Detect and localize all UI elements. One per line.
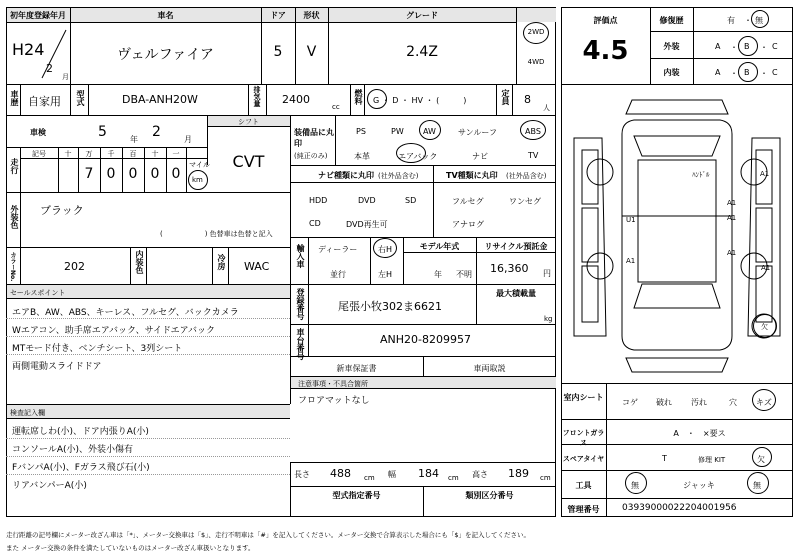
navi-hdd: HDD <box>309 196 328 205</box>
equip-navi: ナビ <box>472 152 488 161</box>
manual-doc: 車両取説 <box>473 364 506 373</box>
registration-month: 2 <box>46 62 53 75</box>
exterior-dot: ・ <box>760 43 768 52</box>
navi-label: ナビ種類に丸印 <box>318 171 374 180</box>
recycle-value: 16,360 <box>490 262 529 275</box>
registration-label: 登録番号 <box>296 288 305 320</box>
class-no-label: 類別区分番号 <box>465 491 514 500</box>
score-value: 4.5 <box>582 36 629 66</box>
damage-mark: A1 <box>727 214 737 222</box>
spare-tire-label: スペアタイヤ <box>562 455 605 463</box>
car-name-label: 車名 <box>157 11 174 20</box>
exterior-dot: ・ <box>730 43 738 52</box>
repair-dot: ・ <box>744 16 752 25</box>
tv-fullseg: フルセグ <box>452 197 484 206</box>
sales-point-line: エアB、AW、ABS、キーレス、フルセグ、バックカメラ <box>12 308 239 318</box>
door-label: ドア <box>270 11 286 20</box>
recycle-label: リサイクル預託金 <box>484 242 548 251</box>
color-no-label: カラーNo. <box>9 252 16 282</box>
equip-leather: 本革 <box>354 152 370 161</box>
width-unit: cm <box>448 474 459 482</box>
inspector-line: コンソールA(小)、外装小傷有 <box>12 445 133 455</box>
inspector-line: リアバンパーA(小) <box>12 481 87 491</box>
model-year-label: モデル年式 <box>419 242 460 251</box>
damage-mark: A1 <box>761 264 771 272</box>
mileage-digit: 0 <box>150 166 160 182</box>
mileage-header-10k: 万 <box>85 150 93 158</box>
interior-dot: ・ <box>730 69 738 78</box>
control-label: 管理番号 <box>567 505 600 514</box>
footer-note-2: また メーター交換の条件を満たしていないものはメーター改ざん車扱いとなります。 <box>6 544 255 552</box>
model-value: DBA-ANH20W <box>122 93 198 106</box>
tools-label: 工具 <box>575 481 592 490</box>
equip-tv: TV <box>528 151 539 160</box>
import-right: 右H <box>378 245 393 254</box>
category-label: 車歴 <box>10 90 19 106</box>
damage-mark: A1 <box>727 249 737 257</box>
length-value: 488 <box>330 467 351 480</box>
inspection-label: 車検 <box>30 128 46 137</box>
equip-abs: ABS <box>525 127 541 136</box>
doors-value: 5 <box>273 44 283 60</box>
spare-t: T <box>662 454 667 463</box>
control-value: 03939000022204001956 <box>622 503 737 513</box>
warranty-doc: 新車保証書 <box>336 364 377 373</box>
mileage-header-mark: 記号 <box>32 150 46 158</box>
capacity-value: 8 <box>524 93 531 106</box>
capacity-label: 定員 <box>501 89 510 105</box>
tv-oneseg: ワンセグ <box>509 197 541 206</box>
repair-label: 修復歴 <box>659 16 684 25</box>
repair-yes: 有 <box>727 16 735 25</box>
tv-label: TV種類に丸印 <box>446 171 498 180</box>
mileage-header-1: 一 <box>172 150 180 158</box>
import-left: 左H <box>378 270 393 279</box>
year-label: 初年度登録年月 <box>10 11 66 20</box>
mileage-digit: 0 <box>171 166 181 182</box>
inspection-year: 5 <box>98 124 107 140</box>
km-unit: km <box>192 176 203 184</box>
color-no-value: 202 <box>64 260 85 273</box>
spare-kit: 修理 KIT <box>698 456 726 464</box>
height-value: 189 <box>508 467 529 480</box>
import-label: 輸入車 <box>296 244 305 268</box>
registration-value: 尾張小牧302ま6621 <box>338 300 442 313</box>
ac-label: 冷房 <box>217 254 226 270</box>
registration-year: H24 <box>12 40 45 59</box>
displacement-value: 2400 <box>282 93 310 106</box>
notes-label: 注意事項・不具合箇所 <box>298 380 368 388</box>
model-label: 型式 <box>76 90 85 106</box>
navi-dvd: DVD <box>358 196 376 205</box>
model-year-year: 年 <box>434 270 442 279</box>
sheet-burn: コゲ <box>622 398 638 407</box>
interior-label: 内装色 <box>135 250 144 274</box>
navi-sub: (社外品含む) <box>378 172 419 180</box>
fuel-label: 燃料 <box>354 89 363 105</box>
mileage-digit: 0 <box>106 166 116 182</box>
inspector-line: FバンパA(小)、Fガラス飛び石(小) <box>12 463 150 473</box>
fuel-options: G ・ D ・ HV ・ ( ) <box>373 96 467 105</box>
exterior-b: B <box>744 42 750 51</box>
type-no-label: 型式指定番号 <box>332 491 381 500</box>
sales-point-line: 両側電動スライドドア <box>12 362 102 372</box>
score-label: 評価点 <box>593 16 618 25</box>
car-name: ヴェルファイア <box>117 47 214 63</box>
front-glass-label: フロントガラス <box>562 429 605 447</box>
grade-value: 2.4Z <box>406 44 438 60</box>
damage-mark: U1 <box>626 216 636 224</box>
interior-sheet-label: 室内シート <box>563 393 604 402</box>
inspector-label: 検査記入欄 <box>10 409 45 417</box>
damage-mark: A1 <box>760 170 770 178</box>
footer-note-1: 走行距離の記号欄にメーター改ざん車は「*」、メーター交換車は「$」、走行不明車は「#」を記入してください。メーター交換で合算表示した場合にも「$」を記入してください。 <box>6 531 530 539</box>
sheet-hole: 穴 <box>729 398 737 407</box>
interior-dot: ・ <box>760 69 768 78</box>
height-unit: cm <box>540 474 551 482</box>
front-glass-value: A ・ ×要ス <box>673 429 726 438</box>
import-parallel: 並行 <box>330 270 346 279</box>
sheet-tear: 破れ <box>656 398 672 407</box>
width-value: 184 <box>418 467 439 480</box>
exterior-label: 外装 <box>663 42 680 51</box>
sales-point-line: MTモード付き、ベンチシート、3列シート <box>12 344 183 354</box>
color-note: ( ) 色替車は色替と記入 <box>160 230 273 238</box>
navi-sd: SD <box>405 196 417 205</box>
capacity-unit: 人 <box>543 104 550 112</box>
mileage-header-100: 百 <box>129 150 137 158</box>
category-value: 自家用 <box>28 95 61 108</box>
cc-unit: cc <box>332 103 340 111</box>
width-label: 幅 <box>388 470 396 479</box>
sheet-stain: 汚れ <box>691 398 707 407</box>
equip-aw: AW <box>423 127 436 136</box>
interior-b: B <box>744 68 750 77</box>
interior-score-label: 内装 <box>663 68 680 77</box>
jack-none: 無 <box>753 481 761 490</box>
mileage-digit: 7 <box>84 166 94 182</box>
drive-4wd: 4WD <box>527 58 545 66</box>
shift-label: シフト <box>238 118 259 126</box>
length-unit: cm <box>364 474 375 482</box>
shape-label: 形状 <box>303 11 320 20</box>
sheet-scratch: キズ <box>756 398 772 407</box>
month-unit: 月 <box>62 73 69 81</box>
mileage-digit: 0 <box>128 166 138 182</box>
inspection-year-unit: 年 <box>130 135 138 144</box>
tv-analog: アナログ <box>452 220 484 229</box>
mileage-label: 走行 <box>10 158 19 174</box>
height-label: 高さ <box>472 470 488 479</box>
equip-airbag: エアバック <box>398 152 438 161</box>
shift-value: CVT <box>232 152 265 171</box>
interior-c: C <box>772 68 778 77</box>
recycle-unit: 円 <box>543 269 551 278</box>
jack-label: ジャッキ <box>683 481 715 490</box>
mile-label: マイル <box>189 161 210 169</box>
mileage-header-10m: 十 <box>64 150 72 158</box>
mileage-header-1k: 千 <box>107 150 115 158</box>
ac-value: WAC <box>244 260 270 273</box>
equip-sunroof: サンルーフ <box>458 128 497 137</box>
navi-cd: CD <box>309 219 321 228</box>
kg-unit: kg <box>544 315 553 323</box>
notes-value: フロアマットなし <box>298 396 370 406</box>
repair-none: 無 <box>755 16 763 25</box>
inspection-month: 2 <box>152 124 161 140</box>
drive-2wd: 2WD <box>527 28 545 36</box>
sales-points-label: セールスポイント <box>10 289 66 297</box>
damage-mark: A1 <box>727 199 737 207</box>
chassis-label: 車台番号 <box>296 328 305 360</box>
navi-dvd-play: DVD再生可 <box>346 220 388 229</box>
equipment-sub: (純正のみ) <box>294 152 328 160</box>
import-dealer: ディーラー <box>318 245 358 254</box>
equip-pw: PW <box>391 127 404 136</box>
inspector-line: 運転席しわ(小)、ドア内張りA(小) <box>12 427 149 437</box>
shape-value: V <box>306 44 317 60</box>
interior-a: A <box>715 68 721 77</box>
displacement-label: 排気量 <box>253 86 261 107</box>
max-load-label: 最大積載量 <box>496 289 536 298</box>
model-year-unknown: 不明 <box>456 270 472 279</box>
mileage-header-10: 十 <box>151 150 159 158</box>
chassis-value: ANH20-8209957 <box>380 333 471 346</box>
sales-point-line: Wエアコン、助手席エアバック、サイドエアバック <box>12 326 215 336</box>
color-label: 外装色 <box>10 205 19 229</box>
exterior-a: A <box>715 42 721 51</box>
seat-mark: ﾊﾝﾄﾞﾙ <box>692 171 710 179</box>
length-label: 長さ <box>294 470 310 479</box>
tools-none: 無 <box>631 481 639 490</box>
damage-mark: A1 <box>626 257 636 265</box>
tire-missing: 欠 <box>761 323 768 331</box>
tv-sub: (社外品含む) <box>506 172 547 180</box>
spare-none: 欠 <box>757 455 765 464</box>
color-value: ブラック <box>40 204 84 217</box>
equip-ps: PS <box>356 127 366 136</box>
inspection-month-unit: 月 <box>184 135 192 144</box>
grade-label: グレード <box>406 11 438 20</box>
exterior-c: C <box>772 42 778 51</box>
equipment-label: 装備品に丸印 <box>294 128 334 148</box>
